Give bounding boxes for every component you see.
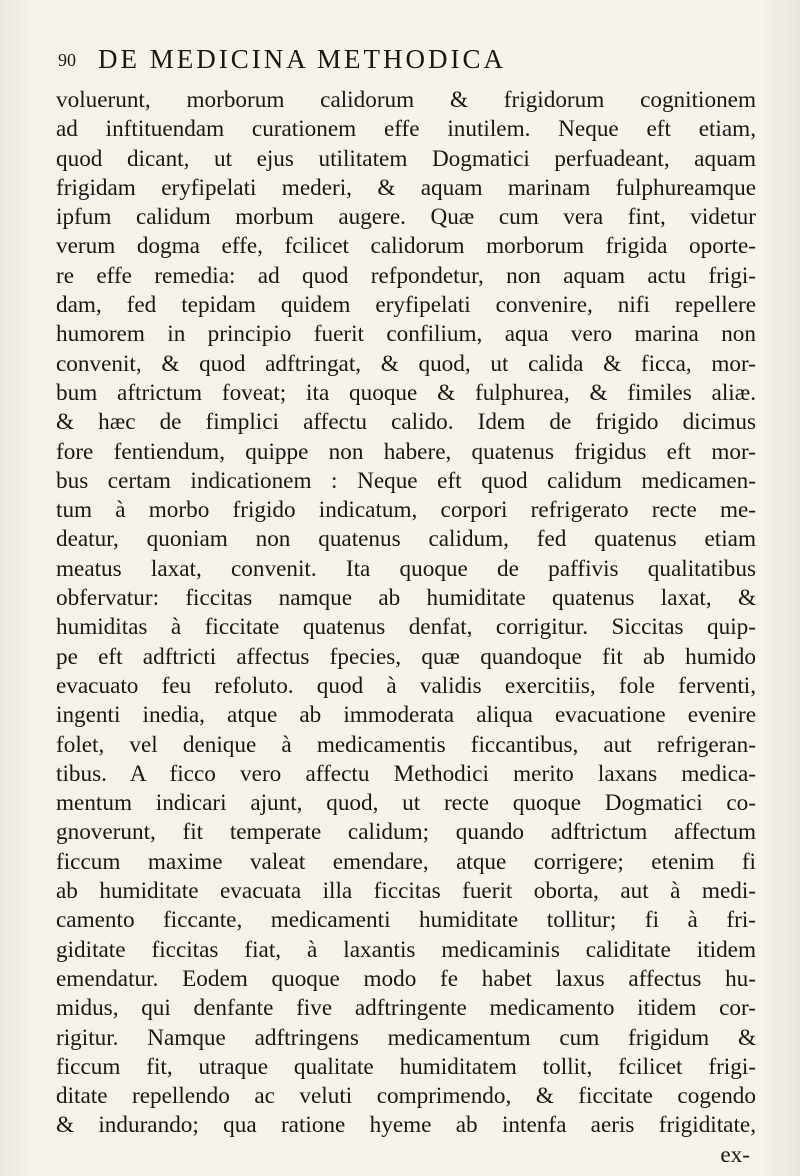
text-line: gnoverunt, fit temperate calidum; quando adftrictum affectum [56,819,756,846]
text-line: fore fentiendum, quippe non habere, quatenus frigidus eft mor- [56,438,756,465]
text-line: camento ficcante, medicamenti humiditate tollitur; fi à fri- [56,907,756,934]
running-title: DE MEDICINA METHODICA [98,44,506,74]
text-line: tibus. A ficco vero affectu Methodici merito laxans medica- [56,760,756,787]
text-line: bum aftrictum foveat; ita quoque & fulphurea, & fimiles aliæ. [56,379,756,406]
text-line: deatur, quoniam non quatenus calidum, fed quatenus etiam [56,526,756,553]
text-line: tum à morbo frigido indicatum, corpori refrigerato recte me- [56,497,756,524]
text-line: convenit, & quod adftringat, & quod, ut calida & ficca, mor- [56,350,756,377]
text-line: voluerunt, morborum calidorum & frigidorum cognitionem [56,87,756,113]
text-line: bus certam indicationem : Neque eft quod calidum medicamen- [56,467,756,494]
text-line: midus, qui denfante five adftringente medicamento itidem cor- [56,995,756,1022]
text-line: mentum indicari ajunt, quod, ut recte quoque Dogmatici co- [56,790,756,817]
text-line: re effe remedia: ad quod refpondetur, non aquam actu frigi- [56,262,756,289]
text-line: ad inftituendam curationem effe inutilem. Neque eft etiam, [56,116,756,143]
text-line: rigitur. Namque adftringens medicamentum cum frigidum & [56,1024,756,1051]
text-line: giditate ficcitas fiat, à laxantis medicaminis caliditate itidem [56,936,756,963]
text-line: ingenti inedia, atque ab immoderata aliqua evacuatione evenire [56,702,756,729]
text-line: quod dicant, ut ejus utilitatem Dogmatici perfuadeant, aquam [56,145,756,172]
text-line: ab humiditate evacuata illa ficcitas fuerit oborta, aut à medi- [56,878,756,905]
text-line: evacuato feu refoluto. quod à validis exercitiis, fole ferventi, [56,672,756,699]
catchword: ex- [720,1141,750,1168]
text-line: obfervatur: ficcitas namque ab humiditate quatenus laxat, & [56,585,756,612]
text-line: verum dogma effe, fcilicet calidorum morborum frigida oporte- [56,233,756,260]
text-line: ficcum maxime valeat emendare, atque corrigere; etenim fi [56,848,756,875]
text-line: ficcum fit, utraque qualitate humiditatem tollit, fcilicet frigi- [56,1053,756,1080]
body-text [56,86,756,1170]
text-line: dam, fed tepidam quidem eryfipelati convenire, nifi repellere [56,292,756,319]
text-line: humorem in principio fuerit confilium, aqua vero marina non [56,321,756,348]
text-line: emendatur. Eodem quoque modo fe habet laxus affectus hu- [56,965,756,992]
text-line: frigidam eryfipelati mederi, & aquam marinam fulphureamque [56,174,756,201]
page-header [58,44,748,84]
page-number: 90 [58,50,76,70]
text-line: folet, vel denique à medicamentis ficcantibus, aut refrigeran- [56,731,756,758]
text-line: pe eft adftricti affectus fpecies, quæ quandoque fit ab humido [56,643,756,670]
text-line: humiditas à ficcitate quatenus denfat, corrigitur. Siccitas quip- [56,614,756,641]
text-line: & hæc de fimplici affectu calido. Idem de frigido dicimus [56,409,756,436]
text-line: & indurando; qua ratione hyeme ab intenfa aeris frigiditate, [56,1112,756,1139]
text-line: meatus laxat, convenit. Ita quoque de paffivis qualitatibus [56,555,756,582]
text-line: ipfum calidum morbum augere. Quæ cum vera fint, videtur [56,204,756,231]
text-line: ditate repellendo ac veluti comprimendo, & ficcitate cogendo [56,1083,756,1110]
